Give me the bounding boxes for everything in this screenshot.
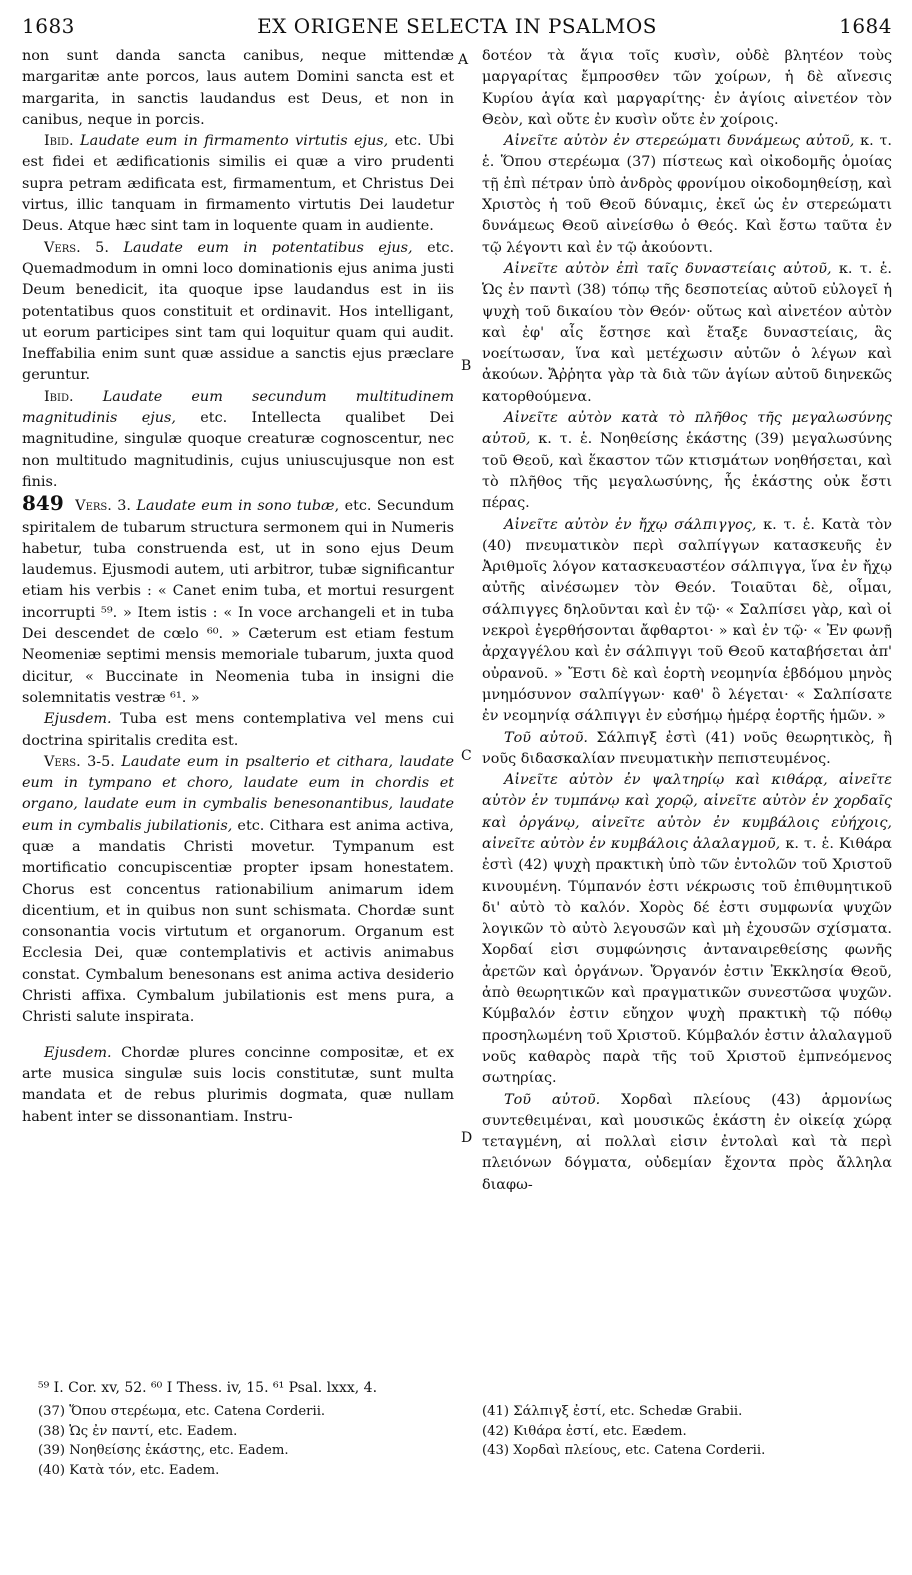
commentary-text: , etc. Secundum spiritalem de tubarum structura sermonem qui in Numeris habetur, tuba construenda est, ut in sono ejus Deum laudemus. Ejusmodi autem, uti arbitror, tubæ significantur etiam his verbis : « Canet enim tuba, et mortui resurgent incorrupti ⁵⁹. » Item istis : « In voce archangeli et in tuba Dei descendet de cœlo ⁶⁰. » Cæterum est etiam festum Neomeniæ septimi mensis memoriale tubarum, juxta quod dicitur, « Buccinate in Neomenia tuba in insigni die solemnitatis vestræ ⁶¹. »: [22, 498, 455, 706]
greek-paragraph: [482, 408, 892, 514]
margin-letter-a: A: [458, 52, 469, 68]
psalm-lemma: Laudate eum in psalterio et cithara, laudate eum in tympano et choro, laudate eum in chordis et organo, laudate eum in cymbalis benesonantibus, laudate eum in cymbalis jubilationis,: [22, 753, 454, 834]
commentary-text: Σάλπιγξ ἐστὶ (41) νοῦς θεωρητικὸς, ἢ νοῦς διδασκαλίαν πνευματικὴν πεπιστευμένος.: [482, 729, 893, 767]
commentary-text: κ. τ. ἑ. Κιθάρα ἐστὶ (42) ψυχὴ πρακτικὴ ὑπὸ τῶν ἐντολῶν τοῦ Χριστοῦ κινουμένη. Τύμπανόν ἐστι νέκρωσις τοῦ ἐπιθυμητικοῦ δι' αὐτὸ τὸ καλόν. Χορὸς δέ ἐστι συμφωνία ψυχῶν λογικῶν τὸ αὐτὸ λεγουσῶν καὶ μὴ ἐχουσῶν σχίσματα. Χορδαί εἰσι συμφώνησις ἀνταναιρεθείσης φωνῆς ἀρετῶν καὶ ὀργάνων. Ὄργανόν ἐστιν Ἐκκλησία Θεοῦ, ἀπὸ θεωρητικῶν καὶ πραγματικῶν συνεστῶσα ψυχῶν. Κύμβαλόν ἐστιν εὔηχον ψυχὴ πρακτικὴ τῷ πόθῳ προσηλωμένη τοῦ Χριστοῦ. Κύμβαλόν ἐστιν ἀλαλαγμοῦ νοῦς καθαρὸς παρὰ τῆς τοῦ Χριστοῦ ἐμπνεόμενος σωτηρίας.: [482, 835, 893, 1087]
latin-paragraph: non sunt danda sancta canibus, neque mittendæ margaritæ ante porcos, laus autem Domini sancta est et margarita, in sanctis laudandus est Deus, et non in canibus, neque in porcis.: [22, 48, 454, 128]
commentary-text: Χορδαὶ πλείους (43) ἁρμονίως συντεθειμέναι, καὶ μουσικῶς ἑκάστη ἐν οἰκείᾳ χώρᾳ τεταγμένη, αἱ πολλαὶ εἰσιν ἐντολαὶ καὶ τὰ περὶ πλειόνων δόγματα, οὐδεμίαν ἔχοντα πρὸς ἄλληλα διαφω-: [482, 1091, 893, 1193]
section-label: Ejusdem.: [44, 1044, 112, 1061]
psalm-lemma: Laudate eum in potentatibus ejus,: [123, 239, 413, 256]
greek-column: [482, 46, 892, 1196]
psalm-lemma: Αἰνεῖτε αὐτὸν ἐν ἤχῳ σάλπιγγος,: [504, 516, 757, 533]
latin-paragraph: [22, 131, 454, 237]
commentary-text: κ. τ. ἑ. Νοηθείσης ἑκάστης (39) μεγαλωσύνης τοῦ Θεοῦ, καὶ ἕκαστον τῶν κτισμάτων νοηθήσεται, καὶ τὸ πλῆθος τῆς μεγαλωσύνης, ἧς ἑκάστης οὐκ ἔστι πέρας.: [482, 431, 893, 512]
margin-letter-d: D: [461, 1130, 473, 1146]
commentary-text: κ. τ. ἑ. Κατὰ τὸν (40) πνευματικὸν περὶ σαλπίγγων κατασκευῆς ἐν Ἀριθμοῖς λόγον κατασκευαστέον σάλπιγγα, ἵνα ἐν ἤχῳ αὐτῆς αἰνέσωμεν τὸν Θεόν. Τοιαῦται δὲ, οἶμαι, σάλπιγγες δηλοῦνται καὶ ἐν τῷ· « Σαλπίσει γὰρ, καὶ οἱ νεκροὶ ἐγερθήσονται ἄφθαρτοι· » καὶ ἐν τῷ· « Ἐν φωνῇ ἀρχαγγέλου καὶ ἐν σάλπιγγι τοῦ Θεοῦ καταβήσεται ἀπ' οὐρανοῦ. » Ἔστι δὲ καὶ ἑορτὴ νεομηνία ἑβδόμου μηνὸς μνημόσυνον σαλπίγγων· καθ' ὃ λέγεται· « Σαλπίσατε ἐν νεομηνίᾳ σάλπιγγι ἐν εὐσήμῳ ἡμέρᾳ ἑορτῆς ἡμῶν. »: [482, 516, 892, 725]
verse-label: Vers. 5.: [44, 239, 109, 256]
footnote: (43) Χορδαὶ πλείους, etc. Catena Corderii.: [482, 1443, 766, 1458]
latin-paragraph: [22, 709, 454, 752]
footnote: (39) Νοηθείσης ἑκάστης, etc. Eadem.: [38, 1443, 289, 1458]
greek-paragraph: δοτέον τὰ ἅγια τοῖς κυσὶν, οὐδὲ βλητέον τοὺς μαργαρίτας ἔμπροσθεν τῶν χοίρων, ἡ δὲ αἴνεσις Κυρίου ἁγία καὶ μαργαρίτης· ἐν ἁγίοις αἰνετέον τὸν Θεὸν, καὶ οὔτε ἐν κυσὶν οὔτε ἐν χοίροις.: [482, 48, 892, 128]
psalm-lemma: Laudate eum in firmamento virtutis ejus,: [80, 133, 389, 150]
commentary-text: etc. Ubi est fidei et ædificationis similis ei quæ a viro prudenti supra petram ædificata est, firmamentum, et Christus Dei virtus, illic tanquam in firmamento virtutis Dei laudetur Deus. Atque hæc sint tam in loquente quam in audiente.: [22, 133, 455, 235]
footnotes-right: [482, 1402, 765, 1461]
footnote: (40) Κατὰ τόν, etc. Eadem.: [38, 1462, 220, 1478]
page-title: EX ORIGENE SELECTA IN PSALMOS: [257, 14, 657, 38]
latin-paragraph: [22, 238, 454, 387]
verse-label: Vers. 3.: [75, 498, 131, 515]
page-number-right: 1684: [839, 14, 892, 38]
section-label: Ejusdem.: [44, 711, 112, 728]
footnote: (37) Ὅπου στερέωμα, etc. Catena Corderii.: [38, 1404, 326, 1419]
page-number-left: 1683: [22, 14, 75, 38]
footnotes-left: [38, 1402, 325, 1480]
greek-paragraph: [482, 1090, 892, 1196]
column-number: 849: [22, 491, 64, 516]
section-label: Ibid.: [44, 133, 74, 150]
commentary-text: etc. Cithara est anima activa, quæ a mandatis Christi movetur. Tympanum est mortificatio concupiscentiæ propter ipsam honestatem. Chorus est concentus rationabilium animarum idem dicentium, et in quibus non sunt schismata. Chordæ sunt consonantia vocis virtutum et organorum. Organum est Ecclesia Dei, quæ contemplativis et activis animabus constat. Cymbalum benesonans est anima activa desiderio Christi affixa. Cymbalum jubilationis est mens pura, a Christi salute inspirata.: [22, 817, 455, 1026]
latin-column: [22, 46, 454, 1128]
psalm-lemma: Αἰνεῖτε αὐτὸν ἐπὶ ταῖς δυναστείαις αὐτοῦ,: [504, 260, 832, 277]
greek-paragraph: [482, 131, 892, 259]
footnote: (42) Κιθάρα ἐστί, etc. Eædem.: [482, 1423, 687, 1439]
verse-label: Vers. 3-5.: [44, 753, 115, 770]
commentary-text: etc. Intellecta qualibet Dei magnitudine, singulæ quoque creaturæ cognoscentur, nec non multitudo magnitudinis, cujus uniuscujusque non est finis.: [22, 410, 454, 490]
greek-paragraph: [482, 515, 892, 728]
greek-paragraph: [482, 728, 892, 771]
commentary-text: etc. Quemadmodum in omni loco dominationis ejus anima justi Deum benedicit, ita quoque ipse laudandus est in iis potentatibus quos constituit et ordinavit. Hos intelligant, ut eorum participes sint tam qui loquitur quam qui audit. Ineffabilia enim sunt quæ assidue a sanctis ejus præclare geruntur.: [22, 239, 455, 384]
latin-paragraph: [22, 752, 454, 1029]
footnote: (41) Σάλπιγξ ἐστί, etc. Schedæ Grabii.: [482, 1404, 743, 1419]
margin-letter-c: C: [461, 748, 472, 764]
commentary-text: Chordæ plures concinne compositæ, et ex arte musica singulæ suis locis constitutæ, sunt multa mandata et de rebus plurimis dogmata, quæ nullam habent inter se dissonantiam. Instru-: [22, 1044, 454, 1125]
section-label: Ibid.: [44, 388, 74, 405]
psalm-lemma: Αἰνεῖτε αὐτὸν κατὰ τὸ πλῆθος τῆς μεγαλωσύνης αὐτοῦ,: [482, 410, 892, 448]
section-label: Τοῦ αὐτοῦ.: [504, 1091, 601, 1108]
section-label: Τοῦ αὐτοῦ.: [504, 729, 588, 746]
page-header: [22, 14, 892, 44]
greek-paragraph: [482, 259, 892, 408]
commentary-text: κ. τ. ἑ. Ὅπου στερέωμα (37) πίστεως καὶ οἰκοδομῆς ὁμοίας τῇ ἐπὶ πέτραν ὑπὸ ἀνδρὸς φρονίμου οἰκοδομηθείσῃ, καὶ Χριστὸς ἡ τοῦ Θεοῦ δύναμις, ἐκεῖ ὡς ἐν στερεώματι δυνάμεως Θεοῦ αἰνείσθω ὁ Θεός. Καὶ ἔστω ταῦτα ἐν τῷ λέγοντι καὶ ἐν τῷ ἀκούοντι.: [482, 133, 892, 256]
latin-paragraph: [22, 1043, 454, 1128]
commentary-text: κ. τ. ἑ. Ὡς ἐν παντὶ (38) τόπῳ τῆς δεσποτείας αὐτοῦ εὐλογεῖ ἡ ψυχὴ τοῦ δικαίου τὸν Θεόν· οὕτως καὶ αἰνετέον αὐτὸν καὶ ἐφ' αἷς ἔστησε καὶ ἔταξε δυναστείαις, ἃς νοείτωσαν, ἵνα καὶ μετέχωσιν αὐτῶν ὁ λέγων καὶ ἀκούων. Ἄῤῥητα γὰρ τὰ διὰ τῶν ἁγίων αὐτοῦ διηνεκῶς κατορθούμενα.: [482, 260, 892, 405]
commentary-text: Tuba est mens contemplativa vel mens cui doctrina spiritalis credita est.: [22, 711, 455, 749]
greek-paragraph: [482, 770, 892, 1089]
psalm-lemma: Laudate eum in sono tubæ: [136, 498, 335, 515]
psalm-lemma: Αἰνεῖτε αὐτὸν ἐν ψαλτηρίῳ καὶ κιθάρᾳ, αἰνεῖτε αὐτὸν ἐν τυμπάνῳ καὶ χορῷ, αἰνεῖτε αὐτὸν ἐν χορδαῖς καὶ ὀργάνῳ, αἰνεῖτε αὐτὸν ἐν κυμβάλοις εὐήχοις, αἰνεῖτε αὐτὸν ἐν κυμβάλοις ἀλαλαγμοῦ,: [482, 772, 892, 852]
margin-letter-b: B: [461, 358, 472, 374]
footnote: (38) Ὡς ἐν παντί, etc. Eadem.: [38, 1423, 238, 1439]
latin-paragraph: [22, 493, 454, 709]
psalm-lemma: Αἰνεῖτε αὐτὸν ἐν στερεώματι δυνάμεως αὐτοῦ,: [504, 133, 855, 150]
bible-references: ⁵⁹ I. Cor. xv, 52. ⁶⁰ I Thess. iv, 15. ⁶¹ Psal. lxxx, 4.: [38, 1380, 378, 1396]
latin-paragraph: [22, 387, 454, 493]
psalm-lemma: Laudate eum secundum multitudinem magnitudinis ejus,: [22, 388, 454, 427]
